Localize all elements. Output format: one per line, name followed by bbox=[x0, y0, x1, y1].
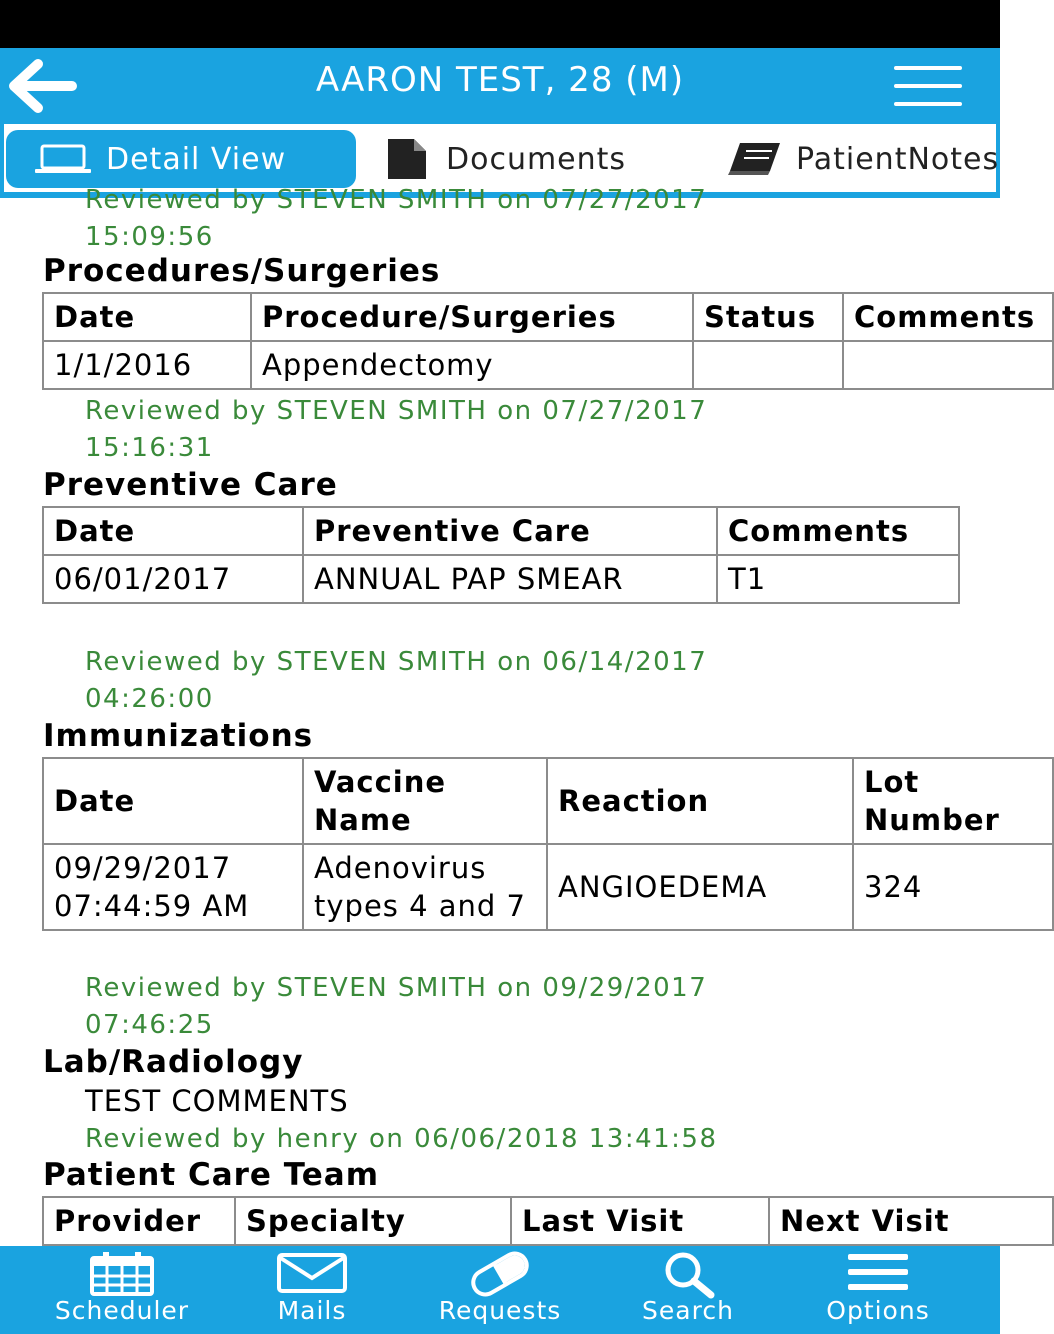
table-cell: 324 bbox=[853, 844, 1053, 930]
table-header-row bbox=[43, 293, 1053, 341]
column-header: Lot Number bbox=[853, 758, 1053, 844]
column-header: Vaccine Name bbox=[303, 758, 547, 844]
reviewed-note: Reviewed by STEVEN SMITH on 07/27/2017 15:09:56 bbox=[85, 185, 708, 252]
tab-documents[interactable] bbox=[382, 130, 626, 188]
document-icon bbox=[382, 139, 432, 179]
table-header-row bbox=[43, 758, 1053, 844]
column-header: Specialty bbox=[235, 1197, 511, 1245]
column-header: Next Visit bbox=[769, 1197, 1053, 1245]
table-cell: 06/01/2017 bbox=[43, 555, 303, 603]
detail-view-content[interactable] bbox=[0, 185, 1036, 1246]
nav-label: Mails bbox=[277, 1296, 347, 1325]
reviewed-note: Reviewed by STEVEN SMITH on 09/29/2017 07:46:25 bbox=[85, 973, 708, 1040]
column-header: Preventive Care bbox=[303, 507, 717, 555]
table-cell: 09/29/2017 07:44:59 AM bbox=[43, 844, 303, 930]
nav-label: Options bbox=[826, 1296, 930, 1325]
tab-patientnotes[interactable] bbox=[726, 130, 999, 188]
tab-label: Documents bbox=[446, 141, 627, 177]
table-cell: Adenovirus types 4 and 7 bbox=[303, 844, 547, 930]
column-header: Date bbox=[43, 758, 303, 844]
notebook-icon bbox=[726, 141, 782, 177]
column-header: Reaction bbox=[547, 758, 853, 844]
immunizations-section-title: Immunizations bbox=[43, 718, 314, 754]
tab-label: Detail View bbox=[106, 141, 287, 177]
care-team-table bbox=[42, 1196, 1054, 1246]
procedures-table bbox=[42, 292, 1054, 390]
table-cell: Appendectomy bbox=[251, 341, 693, 389]
column-header: Status bbox=[693, 293, 843, 341]
nav-search[interactable] bbox=[598, 1246, 778, 1334]
tab-detail-view[interactable] bbox=[6, 130, 356, 188]
status-bar bbox=[0, 0, 1000, 48]
preventive-care-table bbox=[42, 506, 960, 604]
column-header: Comments bbox=[843, 293, 1053, 341]
bottom-navigation bbox=[0, 1246, 1000, 1334]
care-team-section-title: Patient Care Team bbox=[43, 1157, 380, 1193]
nav-label: Requests bbox=[438, 1296, 562, 1325]
nav-label: Search bbox=[642, 1296, 734, 1325]
table-header-row bbox=[43, 1197, 1053, 1245]
column-header: Last Visit bbox=[511, 1197, 769, 1245]
table-cell: 1/1/2016 bbox=[43, 341, 251, 389]
search-icon bbox=[655, 1252, 721, 1296]
laptop-icon bbox=[34, 144, 92, 174]
page-title: AARON TEST, 28 (M) bbox=[315, 60, 685, 100]
nav-options[interactable] bbox=[778, 1246, 978, 1334]
column-header: Procedure/Surgeries bbox=[251, 293, 693, 341]
column-header: Comments bbox=[717, 507, 959, 555]
column-header: Provider bbox=[43, 1197, 235, 1245]
immunizations-table bbox=[42, 757, 1054, 931]
table-row bbox=[43, 555, 959, 603]
nav-scheduler[interactable] bbox=[22, 1246, 222, 1334]
table-cell bbox=[693, 341, 843, 389]
column-header: Date bbox=[43, 507, 303, 555]
envelope-icon bbox=[276, 1252, 348, 1294]
reviewed-note: Reviewed by STEVEN SMITH on 07/27/2017 15:16:31 bbox=[85, 396, 708, 463]
reviewed-note: Reviewed by STEVEN SMITH on 06/14/2017 04:26:00 bbox=[85, 647, 708, 714]
nav-mails[interactable] bbox=[222, 1246, 402, 1334]
nav-requests[interactable] bbox=[402, 1246, 598, 1334]
table-cell bbox=[843, 341, 1053, 389]
hamburger-menu-button[interactable] bbox=[892, 64, 964, 108]
column-header: Date bbox=[43, 293, 251, 341]
preventive-care-section-title: Preventive Care bbox=[43, 467, 338, 503]
table-cell: ANGIOEDEMA bbox=[547, 844, 853, 930]
calendar-icon bbox=[89, 1252, 155, 1296]
tab-label: PatientNotes bbox=[796, 141, 1000, 177]
lab-comment: TEST COMMENTS bbox=[85, 1084, 349, 1118]
lab-radiology-section-title: Lab/Radiology bbox=[43, 1044, 304, 1080]
nav-label: Scheduler bbox=[54, 1296, 190, 1325]
table-row bbox=[43, 844, 1053, 930]
app-header bbox=[0, 48, 1000, 124]
menu-icon bbox=[846, 1252, 910, 1292]
table-row bbox=[43, 341, 1053, 389]
table-cell: ANNUAL PAP SMEAR bbox=[303, 555, 717, 603]
table-cell: T1 bbox=[717, 555, 959, 603]
pill-icon bbox=[467, 1252, 533, 1296]
reviewed-note: Reviewed by henry on 06/06/2018 13:41:58 bbox=[85, 1124, 718, 1154]
procedures-section-title: Procedures/Surgeries bbox=[43, 253, 441, 289]
table-header-row bbox=[43, 507, 959, 555]
